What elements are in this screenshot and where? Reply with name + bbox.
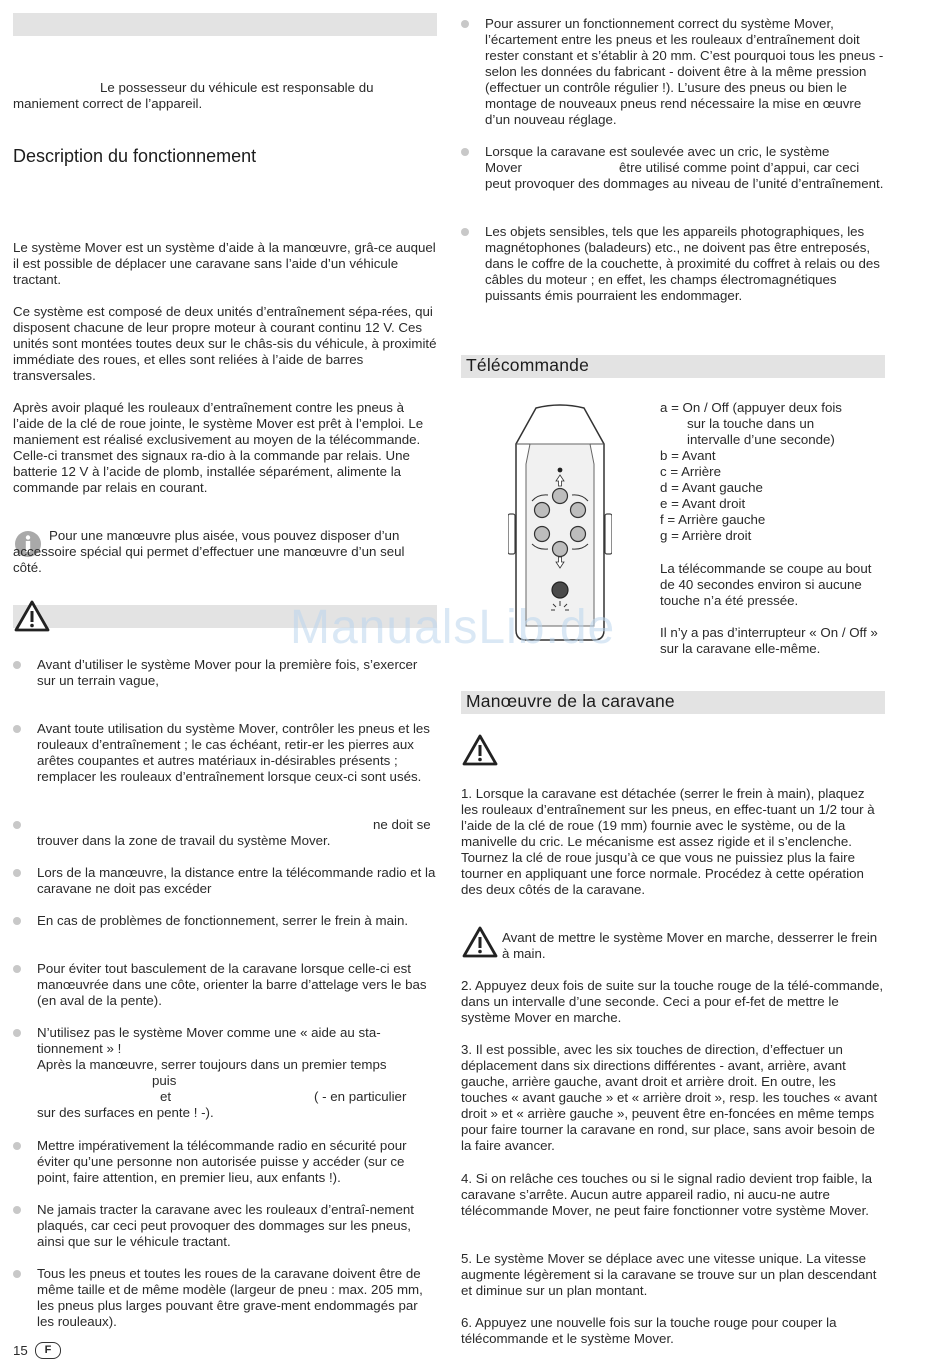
bullet-text: Pour éviter tout basculement de la caravane lorsque celle-ci est manœuvrée dans une côte, orienter la barre d’attelage vers le bas (en aval de la pente).: [37, 961, 427, 1008]
bullet-continuation-appui: être utilisé comme point d’appui, car ceci peut provoquer des dommages au niveau de l’unité d’entraînement.: [485, 160, 884, 191]
bullet-continuation-puis: puis: [152, 1073, 177, 1088]
info-note: Pour une manœuvre plus aisée, vous pouvez disposer d’un accessoire spécial qui permet d’effectuer une manœuvre d’un seul côté.: [13, 528, 405, 575]
bullet-dot: [13, 661, 21, 669]
bullet-text: ne doit se trouver dans la zone de travail du système Mover.: [37, 817, 431, 848]
bullet-continuation-et: et: [160, 1089, 172, 1104]
step-4: 4. Si on relâche ces touches ou si le signal radio devient trop faible, la caravane s’arrête. Aucun autre appareil radio, ni aucu-ne autre télécommande Mover, ne peut faire fonctionner votre système Mover.: [461, 1171, 872, 1218]
bullet-dot: [13, 1206, 21, 1214]
bullet-continuation-pente: sur des surfaces en pente ! -).: [37, 1105, 214, 1120]
bullet-text: Avant d’utiliser le système Mover pour la première fois, s’exercer sur un terrain vague,: [37, 657, 418, 688]
warning-icon: [14, 600, 50, 632]
desc-heading: Description du fonctionnement: [13, 146, 257, 166]
bullet-text: Lors de la manœuvre, la distance entre la télécommande radio et la caravane ne doit pas excéder: [37, 865, 436, 896]
bullet-dot: [461, 20, 469, 28]
bullet-dot: [13, 965, 21, 973]
bullet-continuation-particulier: ( - en particulier: [314, 1089, 407, 1104]
bullet-text: Ne jamais tracter la caravane avec les rouleaux d’entraî-nement plaqués, car ceci peut provoquer des dommages sur les pneus, ainsi que sur le véhicule tractant.: [37, 1202, 414, 1249]
bullet-dot: [461, 228, 469, 236]
legend-item-d: d = Avant gauche: [660, 480, 763, 495]
bullet-text: Mettre impérativement la télécommande radio en sécurité pour éviter qu’une personne non autorisée puisse y accéder (sur ce point, faire attention, en premier lieu, aux enfants !).: [37, 1138, 407, 1185]
desc-paragraph-3: Après avoir plaqué les rouleaux d’entraînement contre les pneus à l’aide de la clé de roue jointe, le système Mover est prêt à l’emploi. Le maniement est réalisé exclusivement au moyen de la télécommande. Celle-ci transmet des signaux ra-dio à la commande par relais. Une batterie 12 V à l’acide de plomb, installée séparément, alimente la commande par relais en courant.: [13, 400, 424, 495]
bullet-text: Avant toute utilisation du système Mover, contrôler les pneus et les rouleaux d’entraînement ; le cas échéant, retir-er les pierres aux arêtes coupantes et autres matériaux in-désirables présents ; remplacer les rouleaux d’entraînement lorsque ceux-ci sont usés.: [37, 721, 430, 784]
legend-item-g: g = Arrière droit: [660, 528, 752, 543]
watermark: ManualsLib.de: [290, 601, 616, 654]
step-6: 6. Appuyez une nouvelle fois sur la touche rouge pour couper la télécommande et le système Mover.: [461, 1315, 837, 1346]
step-5: 5. Le système Mover se déplace avec une vitesse unique. La vitesse augmente légèrement si la caravane se trouve sur un plan descendant et diminue sur un plan montant.: [461, 1251, 877, 1298]
page-number: 15: [13, 1343, 28, 1358]
bullet-text: Tous les pneus et toutes les roues de la caravane doivent être de même taille et de même modèle (largeur de pneu : max. 205 mm, les pneus plus larges pouvant être grave-ment endommagés par les rouleaux).: [37, 1266, 423, 1329]
bullet-text: En cas de problèmes de fonctionnement, serrer le frein à main.: [37, 913, 409, 928]
desc-paragraph-1: Le système Mover est un système d’aide à la manœuvre, grâ-ce auquel il est possible de déplacer une caravane sans l’aide d’un véhicule tractant.: [13, 240, 436, 287]
bullet-dot: [13, 821, 21, 829]
bullet-dot: [13, 1142, 21, 1150]
warning-icon: [462, 734, 498, 766]
legend-item-b: b = Avant: [660, 448, 716, 463]
language-badge: F: [35, 1342, 61, 1359]
intro-text: Le possesseur du véhicule est responsable du maniement correct de l’appareil.: [13, 80, 374, 111]
bullet-continuation-mover: Mover: [485, 160, 522, 175]
legend-item-a: a = On / Off (appuyer deux fois: [660, 400, 842, 415]
legend-item-e: e = Avant droit: [660, 496, 746, 511]
bullet-dot: [13, 1029, 21, 1037]
bullet-dot: [13, 869, 21, 877]
bullet-dot: [13, 917, 21, 925]
bullet-text: Pour assurer un fonctionnement correct du système Mover, l’écartement entre les pneus et les rouleaux d’entraînement doit rester constant et s’établir à 20 mm. C’est pourquoi tous les pneus - selon les données du fabricant - doivent être à la même pression (effectuer un contrôle régulier !). L’usure des pneus ou bien le montage de nouveaux pneus rend nécessaire la mise en œuvre d’un nouveau réglage.: [485, 16, 884, 127]
step-2: 2. Appuyez deux fois de suite sur la touche rouge de la télé-commande, dans un intervalle d’une seconde. Ceci a pour ef-fet de mettre le système Mover en marche.: [461, 978, 884, 1025]
remote-heading: Télécommande: [466, 355, 590, 375]
remote-note-switch: Il n’y a pas d’interrupteur « On / Off » sur la caravane elle-même.: [660, 625, 878, 656]
legend-item-c: c = Arrière: [660, 464, 721, 479]
warning-icon: [462, 926, 498, 958]
legend-item-f: f = Arrière gauche: [660, 512, 766, 527]
bullet-continuation: Après la manœuvre, serrer toujours dans un premier temps: [37, 1057, 387, 1072]
bullet-dot: [13, 725, 21, 733]
bullet-text: N’utilisez pas le système Mover comme une « aide au sta-tionnement » !: [37, 1025, 381, 1056]
legend-item-a-cont: sur la touche dans un: [687, 416, 815, 431]
remote-note-timeout: La télécommande se coupe au bout de 40 secondes environ si aucune touche n’a été pressée.: [660, 561, 872, 608]
step-3: 3. Il est possible, avec les six touches de direction, d’effectuer un déplacement dans six directions différentes - avant, arrière, avant gauche, arrière gauche, avant droit et arrière droit. En outre, les touches « avant gauche » et « arrière droit », resp. les touches « avant droit » et « arrière gauche », peuvent être en-foncées en même temps pour faire tourner la caravane en rond, sur place, sans avoir besoin de la faire avancer.: [461, 1042, 878, 1153]
brake-warning: Avant de mettre le système Mover en marche, desserrer le frein à main.: [502, 930, 878, 961]
bullet-text: Lorsque la caravane est soulevée avec un cric, le système: [485, 144, 830, 159]
bullet-dot: [461, 148, 469, 156]
step-1: 1. Lorsque la caravane est détachée (serrer le frein à main), plaquez les rouleaux d’entraînement sur les pneus, en effec-tuant un 1/2 tour à l’aide de la clé de roue (19 mm) fournie avec le système, ou de la manivelle du cric. Le mécanisme est assez rigide et il s’enclenche. Tournez la clé de roue jusqu’à ce que vous ne puissiez plus la faire tourner en appliquant une force normale. Procédez à cette opération des deux côtés de la caravane.: [461, 786, 875, 897]
manoeuvre-heading: Manœuvre de la caravane: [466, 691, 675, 711]
bullet-dot: [13, 1270, 21, 1278]
desc-paragraph-2: Ce système est composé de deux unités d’entraînement sépa-rées, qui disposent chacune de leur propre moteur à courant continu 12 V. Ces unités sont montées toutes deux sur le châs-sis du véhicule, à proximité immédiate des roues, et elles sont reliées à l’aide de barres transversales.: [13, 304, 437, 383]
section-bar-top-left: [13, 13, 437, 36]
legend-item-a-cont: intervalle d’une seconde): [687, 432, 835, 447]
bullet-text: Les objets sensibles, tels que les appareils photographiques, les magnétophones (baladeurs) etc., ne doivent pas être entreposés, dans le coffre de la couchette, à proximité du coffret à relais ou des câbles du moteur ; en effet, les champs électromagnétiques puissants émis pourraient les endommager.: [485, 224, 880, 303]
remote-legend: [660, 400, 885, 544]
